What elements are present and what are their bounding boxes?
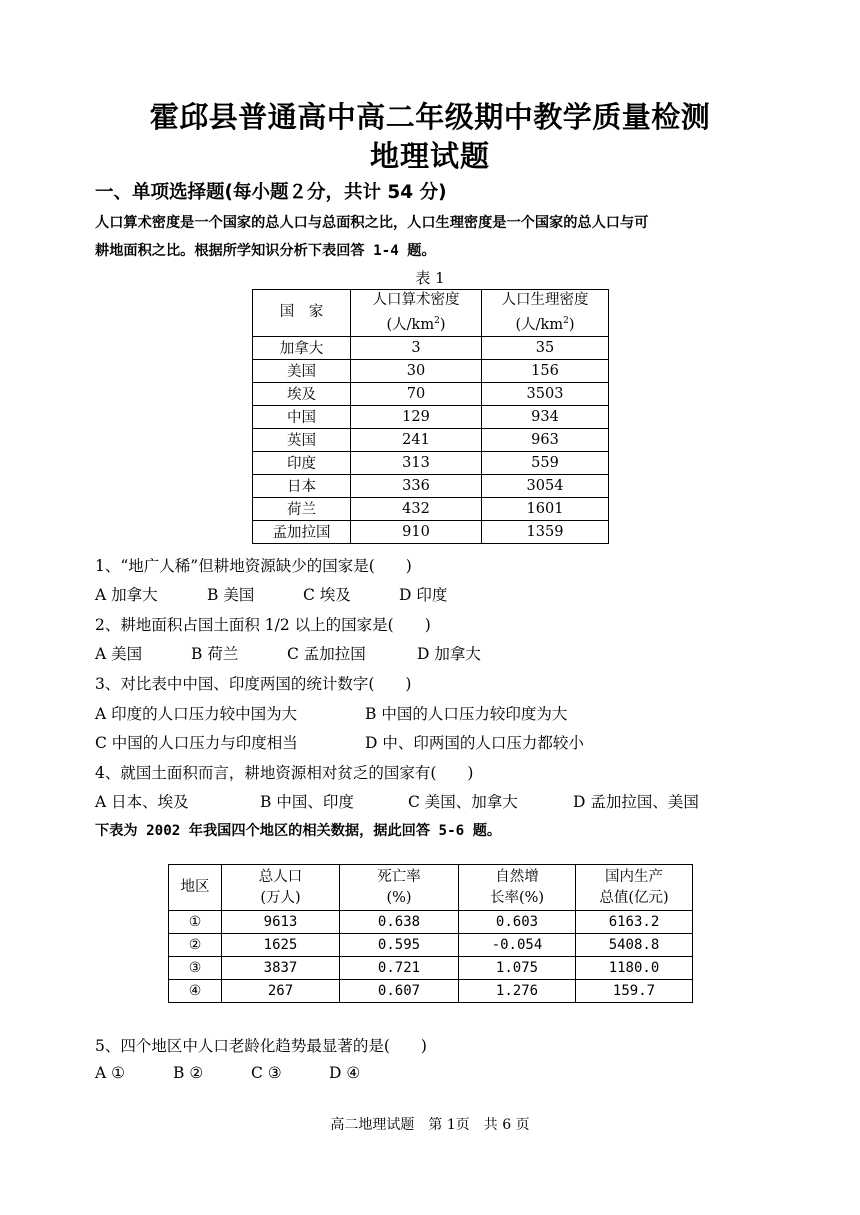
table-cell: 1180.0 — [576, 957, 693, 980]
table-cell: 1.276 — [459, 980, 576, 1003]
header-unit: (人/km — [515, 316, 564, 333]
table-cell: 0.638 — [340, 911, 459, 934]
table-cell: 0.721 — [340, 957, 459, 980]
table1-caption: 表 1 — [415, 269, 445, 287]
table-cell: ② — [169, 934, 222, 957]
option-b[interactable]: B 美国 — [207, 586, 255, 604]
table-cell: 埃及 — [253, 382, 351, 405]
question-4-stem: 4、就国土面积而言，耕地资源相对贫乏的国家有( ) — [95, 764, 474, 782]
table-cell: 中国 — [253, 405, 351, 428]
table2-header-gdp — [576, 865, 693, 911]
table-cell: 1359 — [482, 520, 609, 543]
option-c[interactable]: C 埃及 — [303, 586, 351, 604]
option-a[interactable]: A ① — [95, 1064, 126, 1082]
option-c[interactable]: C 孟加拉国 — [287, 645, 366, 663]
table-row — [169, 934, 693, 957]
subject-title: 地理试题 — [369, 139, 490, 173]
table-cell: 1601 — [482, 497, 609, 520]
table-cell: 963 — [482, 428, 609, 451]
table-cell: 3 — [351, 336, 482, 359]
option-a[interactable]: A 日本、埃及 — [95, 793, 189, 811]
table-cell: 1625 — [222, 934, 340, 957]
table2-header-death-rate — [340, 865, 459, 911]
header-unit: (万人) — [260, 889, 301, 906]
table-cell: 荷兰 — [253, 497, 351, 520]
section-heading: 一、单项选择题(每小题２分，共计 54 分) — [95, 182, 447, 203]
table-cell: 313 — [351, 451, 482, 474]
table-cell: 910 — [351, 520, 482, 543]
header-text: 国内生产 — [605, 868, 663, 885]
intro-text-line1: 人口算术密度是一个国家的总人口与总面积之比，人口生理密度是一个国家的总人口与可 — [95, 215, 649, 231]
page-footer: 高二地理试题 第 1页 共 6 页 — [330, 1117, 530, 1133]
table1-header-physiological-density — [482, 290, 609, 337]
table-cell: 35 — [482, 336, 609, 359]
table-row — [253, 405, 609, 428]
exam-title: 霍邱县普通高中高二年级期中教学质量检测 — [149, 100, 711, 134]
table-cell: 559 — [482, 451, 609, 474]
table-row — [169, 957, 693, 980]
table-cell: 336 — [351, 474, 482, 497]
option-c[interactable]: C 中国的人口压力与印度相当 — [95, 734, 298, 752]
table-cell: ③ — [169, 957, 222, 980]
intro-text-line2: 耕地面积之比。根据所学知识分析下表回答 1-4 题。 — [95, 243, 436, 259]
question-1-stem: 1、“地广人稀”但耕地资源缺少的国家是( ) — [95, 557, 412, 575]
table-cell: -0.054 — [459, 934, 576, 957]
question-5-stem: 5、四个地区中人口老龄化趋势最显著的是( ) — [95, 1037, 427, 1055]
table-cell: 美国 — [253, 359, 351, 382]
question-3-stem: 3、对比表中中国、印度两国的统计数字( ) — [95, 675, 412, 693]
table2-header-region: 地区 — [169, 865, 222, 911]
option-a[interactable]: A 印度的人口压力较中国为大 — [95, 705, 298, 723]
table-cell: 0.595 — [340, 934, 459, 957]
table-cell: 30 — [351, 359, 482, 382]
header-unit: 长率(%) — [489, 889, 545, 906]
table-cell: 432 — [351, 497, 482, 520]
table-cell: 129 — [351, 405, 482, 428]
unit-close: ) — [568, 316, 575, 333]
table-cell: 267 — [222, 980, 340, 1003]
table-cell: 156 — [482, 359, 609, 382]
question-2-stem: 2、耕地面积占国土面积 1/2 以上的国家是( ) — [95, 616, 431, 634]
header-text: 死亡率 — [377, 868, 421, 885]
table-cell: 加拿大 — [253, 336, 351, 359]
table1-header-country: 国 家 — [253, 290, 351, 337]
table-row — [253, 451, 609, 474]
table-cell: 英国 — [253, 428, 351, 451]
unit-close: ) — [439, 316, 446, 333]
table-row — [253, 336, 609, 359]
option-b[interactable]: B 中国、印度 — [260, 793, 354, 811]
table-cell: 3503 — [482, 382, 609, 405]
regional-data-table — [168, 864, 693, 1003]
header-unit: 总值(亿元) — [599, 889, 669, 906]
option-a[interactable]: A 美国 — [95, 645, 143, 663]
option-c[interactable]: C 美国、加拿大 — [408, 793, 518, 811]
table2-header-growth-rate — [459, 865, 576, 911]
table-cell: 3054 — [482, 474, 609, 497]
table2-intro: 下表为 2002 年我国四个地区的相关数据，据此回答 5-6 题。 — [95, 823, 502, 839]
table-row — [253, 474, 609, 497]
table-cell: 0.603 — [459, 911, 576, 934]
option-d[interactable]: D ④ — [329, 1064, 361, 1082]
table-cell: 印度 — [253, 451, 351, 474]
option-d[interactable]: D 加拿大 — [417, 645, 481, 663]
table-cell: 0.607 — [340, 980, 459, 1003]
table-row — [169, 980, 693, 1003]
header-text: 人口算术密度 — [372, 292, 460, 308]
header-text: 人口生理密度 — [501, 292, 589, 308]
option-d[interactable]: D 中、印两国的人口压力都较小 — [365, 734, 584, 752]
option-b[interactable]: B 荷兰 — [191, 645, 239, 663]
table2-header-population — [222, 865, 340, 911]
option-b[interactable]: B 中国的人口压力较印度为大 — [365, 705, 568, 723]
table-cell: 9613 — [222, 911, 340, 934]
population-density-table — [252, 289, 609, 544]
option-d[interactable]: D 印度 — [399, 586, 448, 604]
table-row — [253, 382, 609, 405]
option-a[interactable]: A 加拿大 — [95, 586, 158, 604]
table-cell: 159.7 — [576, 980, 693, 1003]
table-cell: 3837 — [222, 957, 340, 980]
header-text: 总人口 — [258, 868, 303, 885]
table-cell: 5408.8 — [576, 934, 693, 957]
option-c[interactable]: C ③ — [251, 1064, 282, 1082]
table-row — [169, 911, 693, 934]
table-cell: ④ — [169, 980, 222, 1003]
table-row — [253, 497, 609, 520]
unit-sup: 2 — [563, 316, 569, 326]
header-unit: (%) — [386, 889, 412, 906]
table-cell: 1.075 — [459, 957, 576, 980]
table-cell: 孟加拉国 — [253, 520, 351, 543]
option-d[interactable]: D 孟加拉国、美国 — [573, 793, 699, 811]
header-text: 自然增 — [495, 868, 539, 885]
unit-sup: 2 — [434, 316, 440, 326]
header-unit: (人/km — [386, 316, 435, 333]
table-cell: 934 — [482, 405, 609, 428]
option-b[interactable]: B ② — [173, 1064, 204, 1082]
table-cell: 日本 — [253, 474, 351, 497]
table-cell: ① — [169, 911, 222, 934]
table-row — [253, 359, 609, 382]
table1-header-arithmetic-density — [351, 290, 482, 337]
table-cell: 6163.2 — [576, 911, 693, 934]
table-row — [253, 520, 609, 543]
table-cell: 241 — [351, 428, 482, 451]
table-cell: 70 — [351, 382, 482, 405]
table-row — [253, 428, 609, 451]
